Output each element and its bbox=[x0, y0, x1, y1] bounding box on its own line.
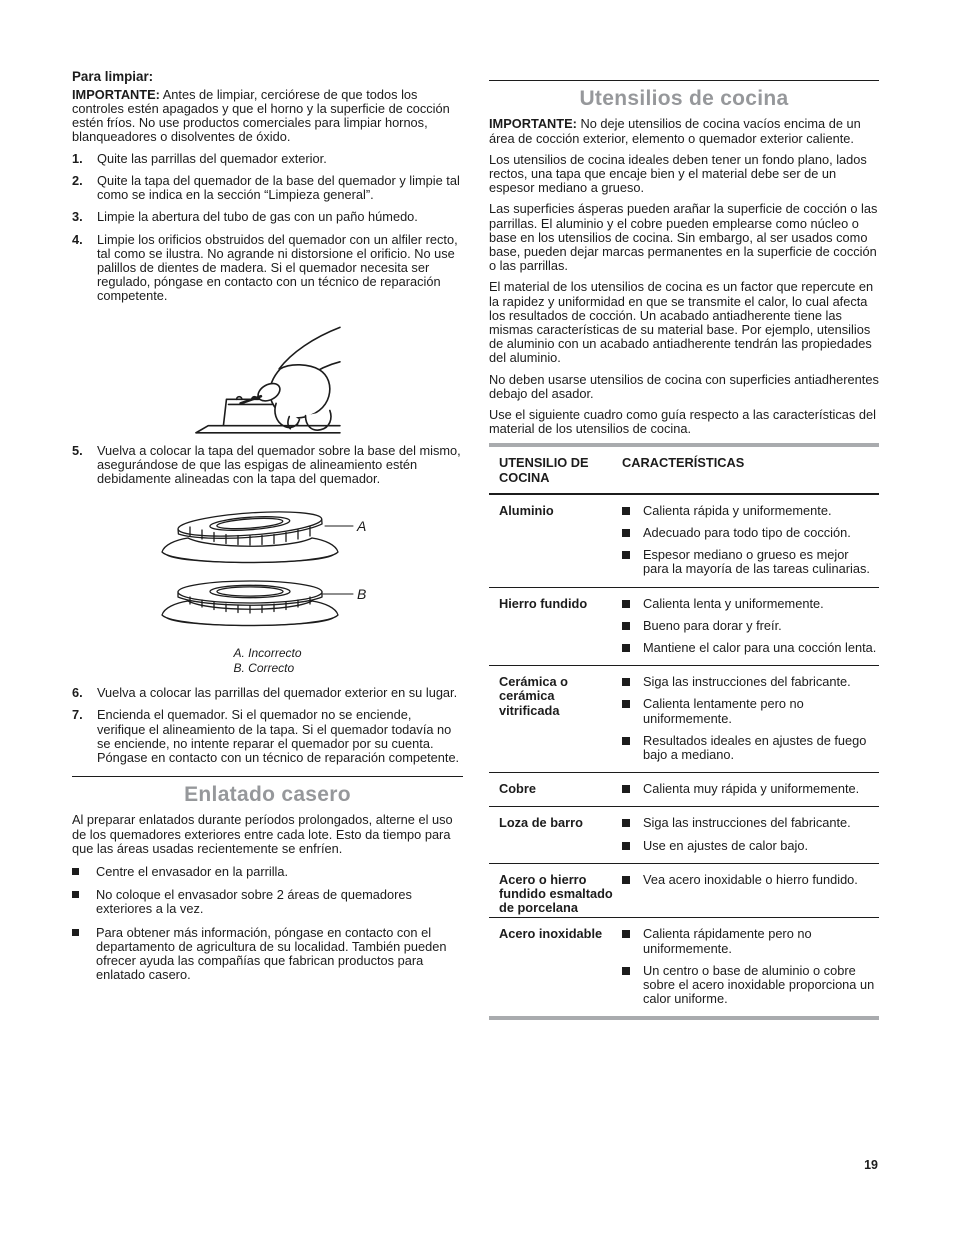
characteristic-item bbox=[622, 782, 877, 796]
characteristic-text: Calienta rápidamente pero no uniformemente. bbox=[643, 926, 812, 956]
characteristics-cell bbox=[622, 816, 879, 860]
material-cell: Acero o hierro fundido esmaltado de porcelana bbox=[499, 871, 613, 916]
step-item bbox=[72, 174, 463, 202]
bullet-square-icon bbox=[72, 868, 79, 875]
bullet-square-icon bbox=[622, 678, 630, 686]
characteristic-text: Siga las instrucciones del fabricante. bbox=[643, 815, 851, 831]
characteristic-item bbox=[622, 675, 877, 689]
step-item bbox=[72, 210, 463, 224]
characteristic-text: Espesor mediano o grueso es mejor para la mayoría de las tareas culinarias. bbox=[643, 547, 870, 577]
bullet-square-icon bbox=[622, 507, 630, 515]
header-cell-material: UTENSILIO DE COCINA bbox=[499, 455, 589, 485]
characteristic-text: Bueno para dorar y freír. bbox=[643, 617, 782, 633]
bullet-square-icon bbox=[622, 785, 630, 793]
bullet-square-icon bbox=[622, 737, 630, 745]
bullet-text: Centre el envasador en la parrilla. bbox=[96, 864, 289, 880]
table-row bbox=[489, 807, 879, 863]
bullet-square-icon bbox=[622, 622, 630, 630]
step-number: 5. bbox=[72, 442, 83, 458]
characteristic-item bbox=[622, 927, 877, 955]
left-column bbox=[72, 70, 463, 991]
figure-caption-line-b: B. Correcto bbox=[233, 661, 295, 676]
bullet-square-icon bbox=[72, 929, 79, 936]
characteristic-text: Calienta rápida y uniformemente. bbox=[643, 502, 832, 518]
characteristic-item bbox=[622, 526, 877, 540]
step-number: 1. bbox=[72, 150, 83, 166]
step-number: 7. bbox=[72, 707, 83, 723]
important-text: Antes de limpiar, cerciórese de que todos los controles estén apagados y que el horno y la superficie de cocción estén fríos. No use productos comerciales para limpiar hornos, blanqueadores o disolventes de óxido. bbox=[72, 86, 450, 145]
cleaning-important-paragraph bbox=[72, 88, 463, 145]
characteristic-item bbox=[622, 641, 877, 655]
important-label: IMPORTANTE: bbox=[72, 86, 160, 102]
material-cell: Acero inoxidable bbox=[499, 926, 603, 942]
characteristic-text: Calienta muy rápida y uniformemente. bbox=[643, 781, 860, 797]
step-number: 2. bbox=[72, 172, 83, 188]
characteristic-item bbox=[622, 839, 877, 853]
characteristic-item bbox=[622, 816, 877, 830]
characteristic-text: Use en ajustes de calor bajo. bbox=[643, 837, 809, 853]
bullet-text: No coloque el envasador sobre 2 áreas de quemadores exteriores a la vez. bbox=[96, 887, 412, 917]
material-cell: Cerámica o cerámica vitrificada bbox=[499, 674, 568, 718]
characteristics-cell bbox=[622, 675, 879, 770]
characteristics-cell bbox=[622, 873, 879, 916]
bullet-text: Para obtener más información, póngase en contacto con el departamento de agricultura de su localidad. También pueden ofrecer ayuda las compañías que fabrican productos para enlatado casero. bbox=[96, 924, 447, 983]
cookware-paragraph: Las superficies ásperas pueden arañar la superficie de cocción o las parrillas. El aluminio y el cobre pueden emplearse como núcleo o base en los utensilios de cocina. Sin embargo, al ser usados como base, pueden dejar marcas permanentes en la superficie de cocción o las parrillas. bbox=[489, 201, 878, 274]
burner-cap-figure bbox=[72, 496, 463, 646]
step-text: Vuelva a colocar la tapa del quemador sobre la base del mismo, asegurándose de que las espigas de alineamiento estén debidamente alineadas con la tapa del quemador. bbox=[97, 442, 461, 486]
table-row bbox=[489, 588, 879, 667]
cookware-section-rule bbox=[489, 80, 879, 81]
table-row bbox=[489, 864, 879, 919]
table-row bbox=[489, 918, 879, 1016]
step-item bbox=[72, 686, 463, 700]
bullet-item bbox=[72, 926, 463, 983]
characteristic-text: Mantiene el calor para una cocción lenta. bbox=[643, 639, 877, 655]
canning-section-rule bbox=[72, 776, 463, 777]
cookware-paragraph: No deben usarse utensilios de cocina con superficies antiadherentes debajo del asador. bbox=[489, 371, 879, 401]
step-item bbox=[72, 708, 463, 765]
bullet-square-icon bbox=[622, 551, 630, 559]
step-text: Vuelva a colocar las parrillas del quemador exterior en su lugar. bbox=[97, 685, 458, 701]
material-cell: Aluminio bbox=[499, 502, 554, 518]
step-text: Quite las parrillas del quemador exterior. bbox=[97, 150, 327, 166]
characteristics-cell bbox=[622, 597, 879, 664]
characteristic-item bbox=[622, 734, 877, 762]
callout-letter-a: A bbox=[357, 518, 367, 535]
characteristic-text: Adecuado para todo tipo de cocción. bbox=[643, 524, 851, 540]
characteristics-cell bbox=[622, 782, 879, 804]
bullet-square-icon bbox=[622, 876, 630, 884]
cookware-section-title: Utensilios de cocina bbox=[579, 87, 789, 110]
characteristic-text: Un centro o base de aluminio o cobre sobre el acero inoxidable proporciona un calor uniforme. bbox=[643, 962, 875, 1007]
right-column bbox=[489, 70, 879, 1020]
step-number: 3. bbox=[72, 209, 83, 225]
characteristic-text: Siga las instrucciones del fabricante. bbox=[643, 674, 851, 690]
bullet-square-icon bbox=[622, 819, 630, 827]
characteristic-item bbox=[622, 597, 877, 611]
step-text: Quite la tapa del quemador de la base del quemador y limpie tal como se indica en la sección “Limpieza general”. bbox=[97, 172, 460, 203]
material-cell: Hierro fundido bbox=[499, 595, 588, 611]
table-header-row bbox=[489, 447, 879, 494]
step-text: Encienda el quemador. Si el quemador no se enciende, verifique el alineamiento de la tapa. Si el quemador todavía no se enciende, no intente reparar el quemador por su cuenta. Póngase en contacto con un técnico de reparación competente. bbox=[97, 707, 460, 765]
bullet-square-icon bbox=[622, 842, 630, 850]
characteristic-text: Calienta lentamente pero no uniformemente. bbox=[643, 696, 804, 726]
characteristics-cell bbox=[622, 927, 879, 1014]
bullet-square-icon bbox=[622, 600, 630, 608]
important-text: No deje utensilios de cocina vacíos encima de un área de cocción exterior, elemento o quemador exterior caliente. bbox=[489, 116, 861, 146]
cookware-paragraph: El material de los utensilios de cocina es un factor que repercute en la rapidez y uniformidad en que se transmite el calor, lo cual afecta los resultados de cocción. Un acabado antiadherente tiene las mismas características de su material base. Por ejemplo, utensilios de aluminio con un acabado antiadherente tendrán las propiedades del aluminio. bbox=[489, 279, 874, 366]
bullet-square-icon bbox=[622, 967, 630, 975]
material-cell: Cobre bbox=[499, 781, 536, 797]
para-limpiar-heading: Para limpiar: bbox=[72, 69, 154, 84]
cookware-important-paragraph bbox=[489, 117, 879, 145]
bullet-item bbox=[72, 888, 463, 916]
step-number: 4. bbox=[72, 231, 83, 247]
characteristics-cell bbox=[622, 504, 879, 585]
table-row bbox=[489, 495, 879, 588]
bullet-square-icon bbox=[622, 529, 630, 537]
cookware-paragraph: Los utensilios de cocina ideales deben tener un fondo plano, lados rectos, una tapa que encaje bien y el material debe ser de un espesor mediano a grueso. bbox=[489, 151, 867, 196]
bullet-square-icon bbox=[72, 891, 79, 898]
header-cell-characteristics: CARACTERÍSTICAS bbox=[622, 455, 745, 471]
step-item bbox=[72, 152, 463, 166]
characteristic-text: Resultados ideales en ajustes de fuego bajo a mediano. bbox=[643, 732, 867, 762]
burner-cap-alignment-illustration bbox=[155, 496, 380, 646]
table-row bbox=[489, 773, 879, 807]
important-label: IMPORTANTE: bbox=[489, 116, 577, 132]
step-text: Limpie los orificios obstruidos del quemador con un alfiler recto, tal como se ilustra. No agrande ni distorsione el orificio. No use palillos de dientes de madera. Si el quemador necesita ser regulado, póngase en contacto con un técnico de reparación competente. bbox=[97, 231, 458, 304]
characteristic-item bbox=[622, 964, 877, 1007]
table-row bbox=[489, 666, 879, 773]
bullet-square-icon bbox=[622, 644, 630, 652]
figure-caption-line-a: A. Incorrecto bbox=[233, 646, 302, 661]
bullet-square-icon bbox=[622, 700, 630, 708]
characteristic-item bbox=[622, 873, 877, 887]
callout-letter-b: B bbox=[357, 586, 367, 603]
characteristic-text: Calienta lenta y uniformemente. bbox=[643, 595, 824, 611]
step-item bbox=[72, 233, 463, 304]
step-item bbox=[72, 444, 463, 487]
figure-caption bbox=[233, 646, 301, 676]
characteristic-item bbox=[622, 548, 877, 576]
step-text: Limpie la abertura del tubo de gas con un paño húmedo. bbox=[97, 209, 418, 225]
characteristic-item bbox=[622, 504, 877, 518]
page-number: 19 bbox=[864, 1158, 878, 1172]
cookware-table bbox=[489, 443, 879, 1020]
characteristic-item bbox=[622, 619, 877, 633]
characteristic-text: Vea acero inoxidable o hierro fundido. bbox=[643, 871, 858, 887]
cookware-paragraph: Use el siguiente cuadro como guía respecto a las características del material de los utensilios de cocina. bbox=[489, 406, 876, 437]
canning-section-title: Enlatado casero bbox=[184, 783, 351, 807]
bullet-square-icon bbox=[622, 930, 630, 938]
burner-cleaning-figure bbox=[72, 314, 463, 436]
canning-intro-paragraph: Al preparar enlatados durante períodos prolongados, alterne el uso de los quemadores exteriores entre cada lote. Esto da tiempo para que las áreas usadas recientemente se enfríen. bbox=[72, 812, 453, 856]
step-number: 6. bbox=[72, 685, 83, 701]
hand-cleaning-pin-illustration bbox=[192, 314, 344, 436]
material-cell: Loza de barro bbox=[499, 815, 583, 831]
characteristic-item bbox=[622, 697, 877, 725]
bullet-item bbox=[72, 865, 463, 879]
